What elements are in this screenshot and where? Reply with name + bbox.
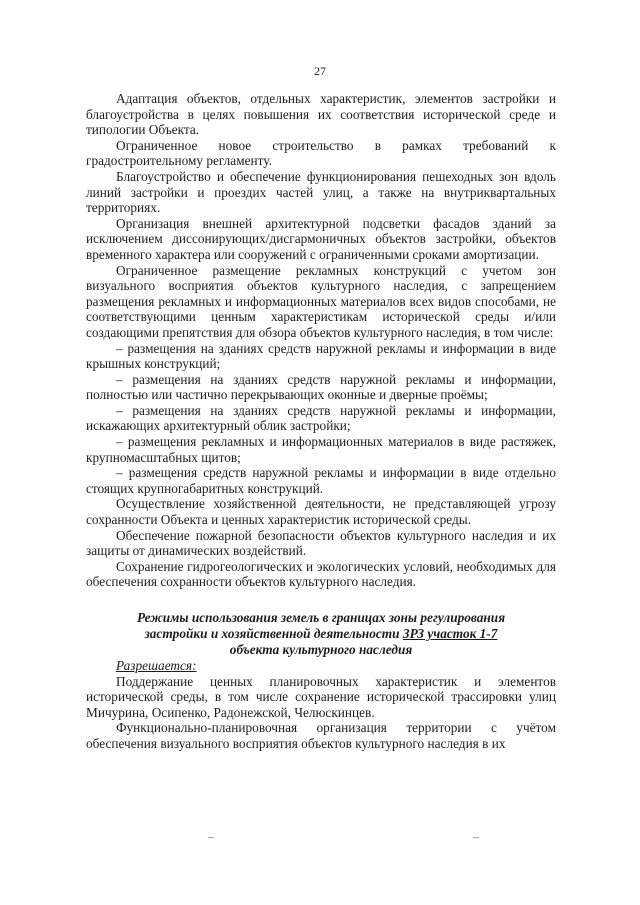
footer-mark: – [473,829,479,843]
page-number: 27 [314,64,326,78]
section-heading [86,610,556,658]
list-item: – размещения средств наружной рекламы и информации в виде отдельно стоящих крупногабаритных конструкций. [86,465,556,496]
list-item: – размещения на зданиях средств наружной рекламы и информации в виде крышных конструкций; [86,340,556,372]
document-body [86,91,556,752]
zone-code: ЗРЗ участок 1-7 [402,626,498,641]
heading-line: объекта культурного наследия [229,642,413,657]
paragraph: Адаптация объектов, отдельных характеристик, элементов застройки и благоустройства в целях повышения их соответствия исторической среде и типологии Объекта. [86,91,556,138]
paragraph: Осуществление хозяйственной деятельности, не представляющей угрозу сохранности Объекта и ценных характеристик исторической среды. [86,496,556,528]
list-item: – размещения на зданиях средств наружной рекламы и информации, полностью или частично перекрывающих оконные и дверные проёмы; [86,371,556,403]
paragraph: Ограниченное новое строительство в рамках требований к градостроительному регламенту. [86,137,556,169]
paragraph: Сохранение гидрогеологических и экологических условий, необходимых для обеспечения сохранности объектов культурного наследия. [86,558,556,590]
paragraph: Поддержание ценных планировочных характеристик и элементов исторической среды, в том числе сохранение исторической трассировки улиц Мичурина, Осипенко, Радонежской, Челюскинцев. [86,673,556,720]
paragraph: Организация внешней архитектурной подсветки фасадов зданий за исключением диссонирующих/дисгармоничных объектов застройки, объектов временного характера или сооружений с ограниченными сроками амортизации. [86,215,556,262]
heading-line: Режимы использования земель в границах зоны регулирования [136,610,506,625]
paragraph: Обеспечение пожарной безопасности объектов культурного наследия и их защиты от динамических воздействий. [86,527,556,559]
subheading-allowed: Разрешается: [116,658,197,673]
footer-mark: – [208,829,214,843]
paragraph: Функционально-планировочная организация территории с учётом обеспечения визуального восприятия объектов культурного наследия в их [86,720,556,751]
paragraph: Благоустройство и обеспечение функционирования пешеходных зон вдоль линий застройки и проездих частей улиц, а также на внутриквартальных территориях. [86,168,556,216]
list-item: – размещения на зданиях средств наружной рекламы и информации, искажающих архитектурный облик застройки; [86,402,556,434]
list-item: – размещения рекламных и информационных материалов в виде растяжек, крупномасштабных щитов; [86,434,556,465]
heading-line [86,626,556,642]
heading-line-text: застройки и хозяйственной деятельности [144,626,403,641]
paragraph: Ограниченное размещение рекламных конструкций с учетом зон визуального восприятия объектов культурного наследия, с запрещением размещения рекламных и информационных материалов всех видов способами, не соответствующими ценным характеристикам исторической среды и/или создающими препятствия для обзора объектов культурного наследия, в том числе: [86,262,556,340]
